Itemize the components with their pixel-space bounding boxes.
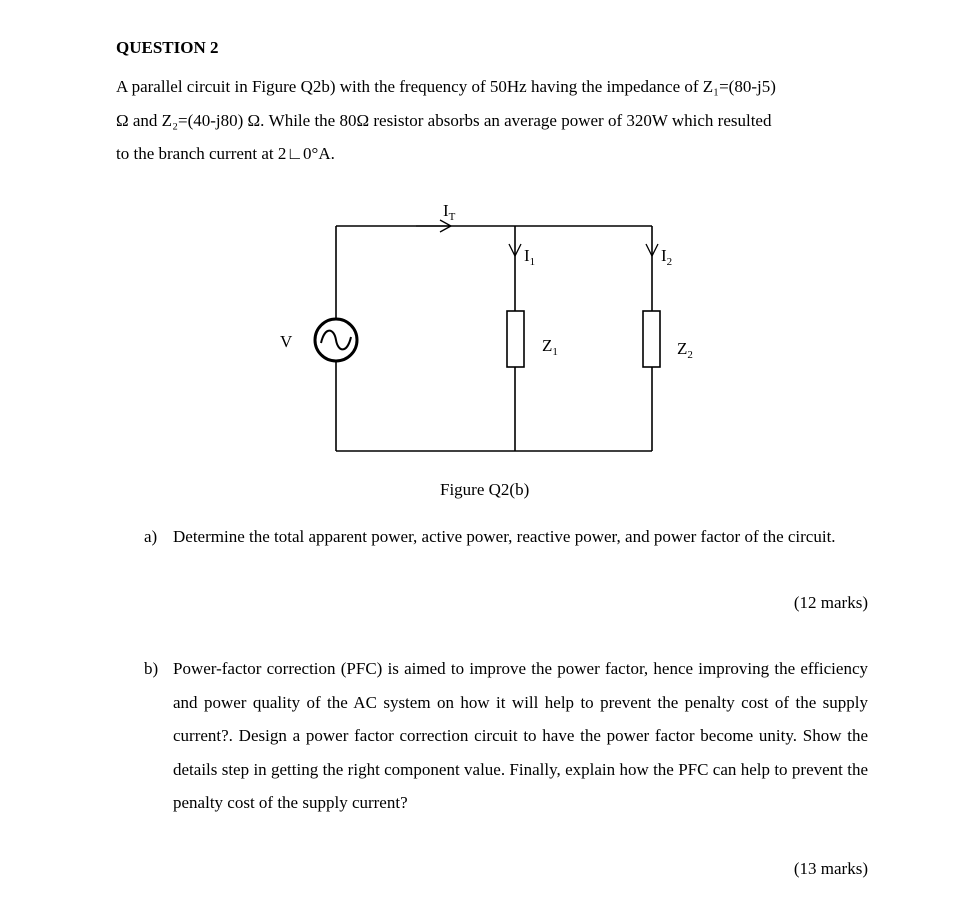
total-current-label: I [443, 201, 449, 220]
part-a-marks: (12 marks) [793, 593, 868, 612]
z2-label: Z [677, 339, 688, 358]
part-b-text: Power-factor correction (PFC) is aimed to improve the power factor, hence improving the efficiency and power quality of the AC system on how it will help to prevent the penalty cost of the supply current?. Design a power factor correction circuit to have the power factor become unity. Show the details step in getting the right component value. Finally, explain how the PFC can help to prevent the penalty cost of the supply current? [173, 659, 868, 812]
ac-source-icon [315, 319, 357, 361]
question-heading: QUESTION 2 [116, 38, 219, 57]
part-b-marks: (13 marks) [793, 859, 868, 878]
svg-text:IT [443, 201, 456, 223]
z2-subscript: 2 [687, 349, 693, 361]
source-label: V [280, 332, 293, 351]
svg-text:Z2 [677, 339, 693, 361]
part-a-letter: a) [144, 527, 158, 546]
part-b [144, 652, 868, 820]
svg-text:I1 [524, 246, 535, 268]
circuit-diagram [270, 192, 730, 472]
total-current-arrow-icon [416, 220, 451, 232]
part-b-letter: b) [144, 659, 159, 678]
total-current-subscript: T [448, 211, 456, 223]
branch1-current-label: I [524, 246, 530, 265]
intro-line-3: to the branch current at 2∟0°A. [116, 144, 335, 163]
z1-subscript: 1 [552, 346, 558, 358]
z1-label: Z [542, 336, 553, 355]
part-a [144, 520, 868, 554]
svg-text:I2 [661, 246, 672, 268]
part-a-text: Determine the total apparent power, active power, reactive power, and power factor of the circuit. [173, 527, 836, 546]
branch2-current-label: I [661, 246, 667, 265]
intro-line-1: A parallel circuit in Figure Q2b) with the frequency of 50Hz having the impedance of Z₁=(80-j5) [116, 77, 776, 96]
z2-impedance-box [643, 311, 660, 367]
svg-text:Z1 [542, 336, 558, 358]
z1-impedance-box [507, 311, 524, 367]
figure-caption: Figure Q2(b) [440, 480, 530, 499]
branch1-current-subscript: 1 [529, 256, 536, 268]
intro-line-2: Ω and Z₂=(40-j80) Ω. While the 80Ω resistor absorbs an average power of 320W which resulted [116, 110, 772, 130]
branch2-current-subscript: 2 [666, 256, 673, 268]
question-intro [116, 70, 868, 171]
